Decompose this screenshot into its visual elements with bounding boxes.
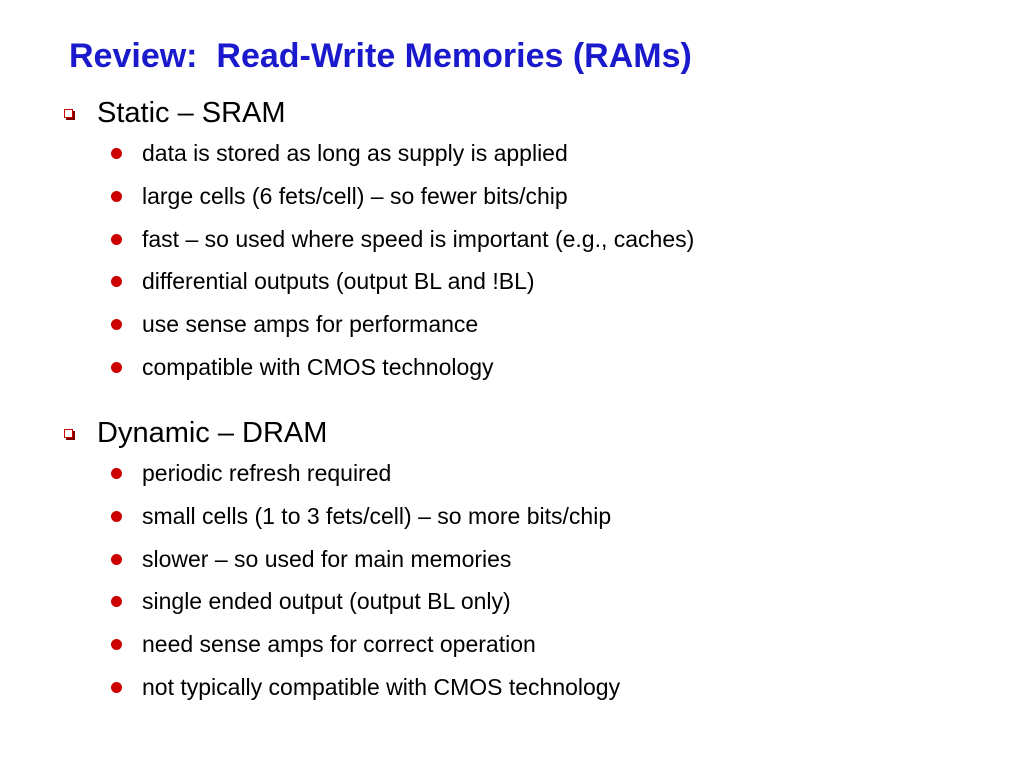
list-item-text: use sense amps for performance (142, 311, 479, 338)
square-bullet-icon (64, 109, 73, 118)
list-item-text: single ended output (output BL only) (142, 588, 511, 615)
section-title: Dynamic – DRAM (97, 417, 328, 449)
round-bullet-icon (111, 276, 122, 287)
list-item (0, 310, 900, 353)
list-item (0, 630, 900, 673)
round-bullet-icon (111, 362, 122, 373)
list-item (0, 353, 900, 396)
round-bullet-icon (111, 148, 122, 159)
list-item (0, 267, 900, 310)
round-bullet-icon (111, 319, 122, 330)
bullet-list (0, 139, 900, 396)
square-bullet-icon (64, 429, 73, 438)
list-item (0, 587, 900, 630)
round-bullet-icon (111, 596, 122, 607)
round-bullet-icon (111, 468, 122, 479)
list-item (0, 225, 900, 268)
list-item-text: not typically compatible with CMOS technology (142, 673, 621, 700)
list-item-text: large cells (6 fets/cell) – so fewer bits/chip (142, 182, 568, 209)
list-item (0, 502, 900, 545)
round-bullet-icon (111, 554, 122, 565)
round-bullet-icon (111, 682, 122, 693)
section-title: Static – SRAM (97, 97, 286, 129)
list-item (0, 182, 900, 225)
list-item-text: fast – so used where speed is important (e.g., caches) (142, 225, 695, 252)
list-item (0, 139, 900, 182)
list-item (0, 459, 900, 502)
round-bullet-icon (111, 234, 122, 245)
list-item-text: data is stored as long as supply is applied (142, 140, 568, 166)
bullet-list (0, 459, 900, 716)
round-bullet-icon (111, 511, 122, 522)
list-item-text: slower – so used for main memories (142, 545, 512, 572)
list-item-text: compatible with CMOS technology (142, 353, 494, 380)
list-item-text: need sense amps for correct operation (142, 631, 536, 658)
list-item-text: periodic refresh required (142, 460, 392, 486)
round-bullet-icon (111, 639, 122, 650)
list-item-text: small cells (1 to 3 fets/cell) – so more bits/chip (142, 502, 612, 529)
list-item (0, 673, 900, 716)
slide-title: Review: Read-Write Memories (RAMs) (69, 37, 692, 75)
list-item-text: differential outputs (output BL and !BL) (142, 268, 535, 295)
list-item (0, 545, 900, 588)
round-bullet-icon (111, 191, 122, 202)
